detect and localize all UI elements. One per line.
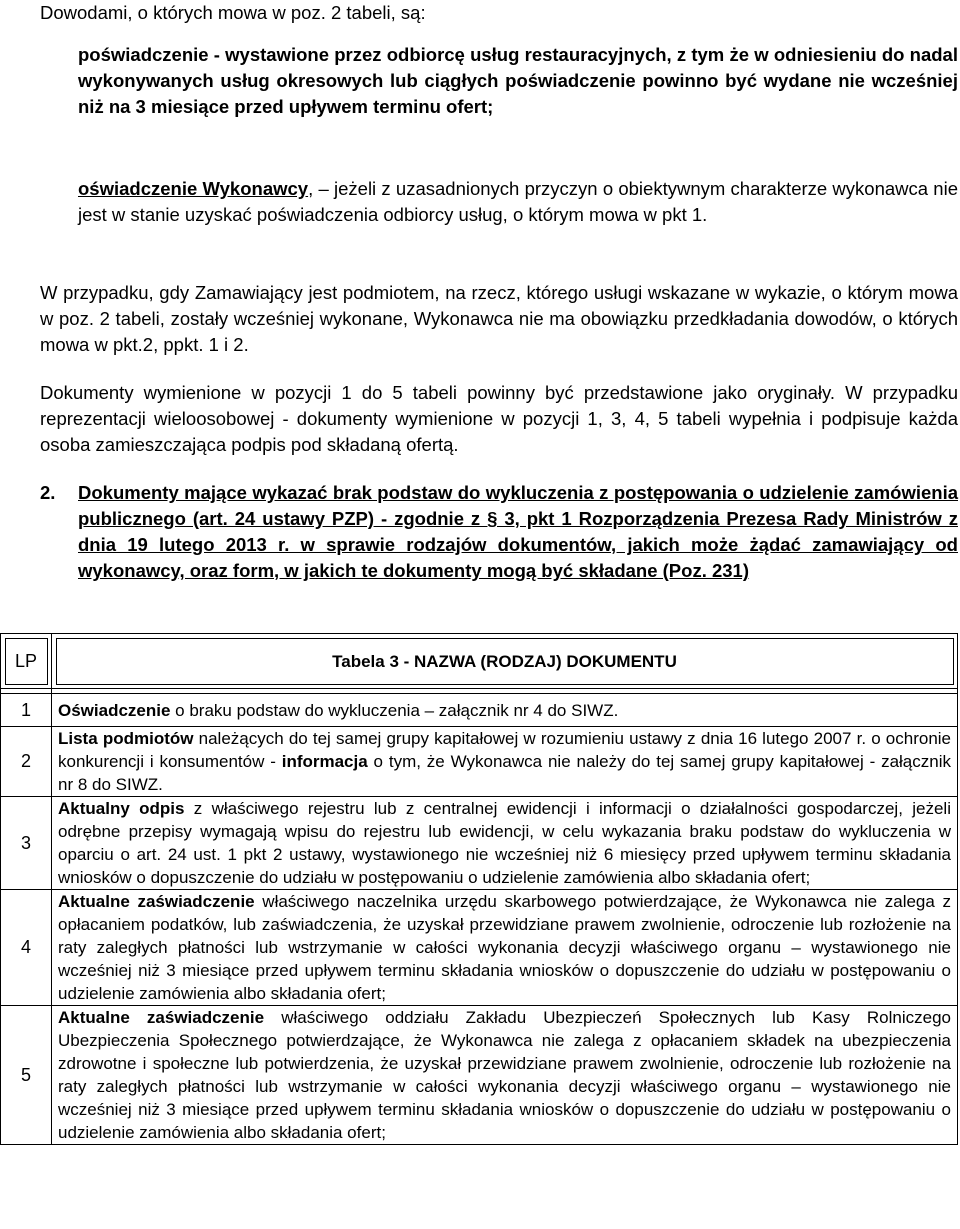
- paragraph-zamawiajacy: W przypadku, gdy Zamawiający jest podmiotem, na rzecz, którego usługi wskazane w wykazie, o którym mowa w poz. 2 tabeli, zostały wcześniej wykonane, Wykonawca nie ma obowiązku przedkładania dowodów, o których mowa w pkt.2, ppkt. 1 i 2.: [40, 282, 958, 355]
- row-lp: 3: [1, 797, 52, 890]
- row-doc-name: Lista podmiotów: [58, 729, 194, 748]
- row-lp: 1: [1, 694, 52, 727]
- header-lp: LP: [1, 634, 52, 689]
- row-doc-text: należących do tej samej grupy kapitałowej w rozumieniu ustawy z dnia 16 lutego 2007 r. o ochronie konkurencji i konsumentów -: [58, 729, 952, 771]
- section-2-title: Dokumenty mające wykazać brak podstaw do wykluczenia z postępowania o udzielenie zamówienia publicznego (art. 24 ustawy PZP) - zgodnie z § 3, pkt 1 Rozporządzenia Prezesa Rady Ministrów z dnia 19 lutego 2013 r. w sprawie rodzajów dokumentów, jakich może żądać zamawiający od wykonawcy, oraz form, w jakich te dokumenty mogą być składane (Poz. 231): [78, 482, 958, 581]
- oswiadczenie-text: , – jeżeli z uzasadnionych przyczyn o obiektywnym charakterze wykonawca nie jest w stanie uzyskać poświadczenia odbiorcy usług, o którym mowa w pkt 1.: [78, 178, 958, 225]
- row-doc-text: właściwego naczelnika urzędu skarbowego potwierdzające, że Wykonawca nie zalega z opłacaniem podatków, lub zaświadczenia, że uzyskał przewidziane prawem zwolnienie, odroczenie lub rozłożenie na raty zaległych płatności lub wstrzymanie w całości wykonania decyzji właściwego organu – wystawionego nie wcześniej niż 3 miesiące przed upływem terminu składania wniosków o dopuszczenie do udziału w postępowaniu o udzielenie zamówienia albo składania ofert;: [58, 892, 951, 1003]
- row-lp: 4: [1, 890, 52, 1006]
- table-row: [1, 890, 958, 1006]
- documents-table: [0, 633, 958, 1145]
- row-doc-name: Aktualny odpis: [58, 799, 185, 818]
- row-description: [52, 694, 958, 727]
- row-lp: 2: [1, 727, 52, 797]
- header-title: Tabela 3 - NAZWA (RODZAJ) DOKUMENTU: [52, 634, 958, 689]
- section-2-heading: [40, 480, 958, 584]
- row-description: [52, 890, 958, 1006]
- table-row: [1, 1006, 958, 1145]
- intro-line: Dowodami, o których mowa w poz. 2 tabeli, są:: [40, 2, 426, 23]
- oswiadczenie-label: oświadczenie Wykonawcy: [78, 178, 309, 199]
- table-header-row: [1, 634, 958, 689]
- row-doc-name: Aktualne zaświadczenie: [58, 1008, 265, 1027]
- row-doc-text: o braku podstaw do wykluczenia – załącznik nr 4 do SIWZ.: [170, 700, 619, 720]
- table-row: [1, 797, 958, 890]
- row-description: [52, 1006, 958, 1145]
- evidence-item-oswiadczenie: [78, 176, 958, 228]
- section-2-number: 2.: [40, 482, 56, 503]
- row-doc-text: właściwego oddziału Zakładu Ubezpieczeń Społecznych lub Kasy Rolniczego Ubezpieczenia Społecznego potwierdzające, że Wykonawca nie zalega z opłacaniem składek na ubezpieczenia zdrowotne i społeczne lub potwierdzenia, że uzyskał przewidziane prawem zwolnienie, odroczenie lub rozłożenie na raty zaległych płatności lub wstrzymanie w całości wykonania decyzji właściwego organu – wystawionego nie wcześniej niż 3 miesiące przed upływem terminu składania wniosków o dopuszczenie do udziału w postępowaniu o udzielenie zamówienia albo składania ofert;: [58, 1008, 951, 1142]
- evidence-item-poswiadczenie: poświadczenie - wystawione przez odbiorcę usług restauracyjnych, z tym że w odniesieniu do nadal wykonywanych usług okresowych lub ciągłych poświadczenie powinno być wydane nie wcześniej niż na 3 miesiące przed upływem terminu ofert;: [78, 44, 958, 117]
- row-doc-emphasis: informacja: [281, 752, 368, 771]
- row-description: [52, 727, 958, 797]
- table-row: [1, 694, 958, 727]
- table-row: [1, 727, 958, 797]
- row-lp: 5: [1, 1006, 52, 1145]
- paragraph-originals: Dokumenty wymienione w pozycji 1 do 5 tabeli powinny być przedstawione jako oryginały. W przypadku reprezentacji wieloosobowej - dokumenty wymienione w pozycji 1, 3, 4, 5 tabeli wypełnia i podpisuje każda osoba zamieszczająca podpis pod składaną ofertą.: [40, 382, 958, 455]
- row-doc-name: Oświadczenie: [58, 700, 171, 720]
- row-doc-name: Aktualne zaświadczenie: [58, 892, 255, 911]
- row-doc-text-2: o tym, że Wykonawca nie należy do tej samej grupy kapitałowej - załącznik nr 8 do SIWZ.: [58, 752, 951, 794]
- row-description: [52, 797, 958, 890]
- row-doc-text: z właściwego rejestru lub z centralnej ewidencji i informacji o działalności gospodarczej, jeżeli odrębne przepisy wymagają wpisu do rejestru lub ewidencji, w celu wykazania braku podstaw do wykluczenia w oparciu o art. 24 ust. 1 pkt 2 ustawy, wystawionego nie wcześniej niż 6 miesięcy przed upływem terminu składania wniosków o dopuszczenie do udziału w postępowaniu o udzielenie zamówienia albo składania ofert;: [58, 799, 951, 887]
